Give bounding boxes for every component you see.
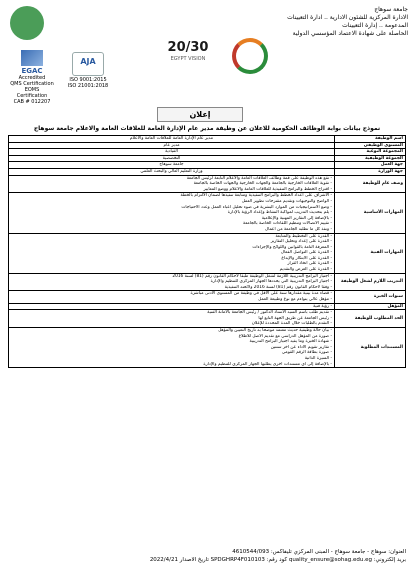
footer-address-line: العنوان: سوهاج - جامعة سوهاج - المبنى المركزي تليفاكس: 4610544/093 — [232, 549, 406, 555]
row-value-line: - بالإضافة إلى اي مستندات أخرى يطلبها الجهاز المركزي للتنظيم والإدارة — [203, 361, 332, 367]
table-row — [9, 162, 406, 169]
egac-label: EGAC — [21, 67, 43, 75]
row-value-line: - اجتياز البرامج التدريبية التي يحددها الجهاز المركزي للتنظيم والإدارة — [210, 279, 332, 285]
row-value-line: - رؤية فنية — [313, 303, 332, 309]
row-value-line: - القدرة على العرض والتقديم — [279, 267, 332, 273]
egac-subline: CAB # 012207 — [13, 99, 51, 105]
row-value-line: - التقدم بالطلبات خلال المدة المحددة للإعلان — [251, 321, 332, 327]
egac-subline: EOMS Certification — [16, 87, 48, 99]
row-value-line: - تقييم الاتصالات وتنظيم اللقاءات الخاصة بالجامعة — [243, 221, 332, 227]
row-label: المهارات الفنية — [335, 233, 406, 273]
row-value — [9, 303, 335, 310]
row-value-line: - اجتياز البرامج التدريبية اللازمة لشغل الوظيفة طبقاً لأحكام القانون رقم (81) لسنة 2016 — [172, 273, 332, 279]
row-label: المهارات الأساسية — [335, 193, 406, 233]
row-label: الحد المطلوب للوظيفة — [335, 310, 406, 328]
document-footer — [8, 548, 406, 564]
row-value — [9, 273, 335, 291]
row-value — [9, 149, 335, 156]
row-value-line: مدير عام الإدارة العامة للعلاقات العامة والاعلام — [129, 136, 214, 141]
vision-title: 20/30 — [167, 40, 209, 55]
row-value-line: - تقع هذه الوظيفة على قمة وظائف العلاقات العامة والاعلام التابعة لرئيس الجامعة — [186, 175, 332, 181]
row-label: وصف عام للوظيفة — [335, 175, 406, 193]
university-line: الحاصلة على شهادة الاعتماد المؤسسي الدولية — [292, 30, 408, 37]
row-label: الجموعة الوظيفية — [335, 155, 406, 162]
row-value-line: القيادية — [165, 149, 178, 155]
row-value-line: - ونفذ كل ما تطلبه الجامعة من اعمال — [265, 226, 332, 232]
row-value-line: - رئيس الجامعة عن طريق الجهة التابع لها — [258, 315, 332, 321]
document-title: نموذج بيانات بوابة الوظائف الحكومية للاعلان عن وظيفة مدير عام الإدارة العامة للعلاقات العامة والاعلام جامعة سوهاج — [33, 125, 381, 132]
egac-subline: QMS Certification — [10, 81, 54, 87]
row-value-line: - القدرة على التخطيط والمتابعة — [275, 233, 332, 239]
table-row — [9, 273, 406, 291]
row-value-line: - القدرة على إعداد وتحليل التقارير — [270, 239, 332, 245]
egypt-vision-logo — [158, 40, 218, 80]
row-value-line: - صورة من المؤهل الدراسي مع تقديم الأصل للاطلاع — [238, 333, 332, 339]
row-value-line: - المعرفة التامة بالقوانين واللوائح والإجراءات — [252, 244, 332, 250]
row-value — [9, 168, 335, 175]
row-value — [9, 136, 335, 143]
row-label: التدريب اللازم لشغل الوظيفة — [335, 273, 406, 291]
table-row — [9, 303, 406, 310]
row-value — [9, 291, 335, 303]
row-value-line: - مؤهل عالي يتواءم مع نوع وطبيعة العمل — [258, 297, 332, 303]
table-row — [9, 155, 406, 162]
row-value — [9, 142, 335, 149]
row-value-line: - بالإضافة إلى التقارير المهنية والإعلامية — [261, 215, 332, 221]
row-value-line: - القدرة على اتخاذ القرار — [287, 261, 332, 267]
aja-label: AJA — [80, 57, 96, 66]
table-row — [9, 193, 406, 233]
row-label: اسم الوظيفة — [335, 136, 406, 143]
table-row — [9, 328, 406, 368]
row-label: المستوى الوظيفي — [335, 142, 406, 149]
row-label: جهة العمل — [335, 162, 406, 169]
row-value-line: - السيرة الذاتية — [304, 355, 332, 361]
row-value-line: - تقديم طلب باسم السيد الأستاذ الدكتور / رئيس الجامعة بالأمانة الفنية — [207, 310, 332, 316]
row-value-line: - قضاء مدة بينية مقدارها سنة على الأقل في وظيفة من المستوى الأدنى مباشرة — [190, 291, 332, 297]
table-row — [9, 136, 406, 143]
table-row — [9, 142, 406, 149]
letterhead — [0, 0, 414, 105]
table-row — [9, 291, 406, 303]
table-row — [9, 168, 406, 175]
egac-subline: Accredited — [18, 75, 46, 81]
row-value — [9, 310, 335, 328]
row-value — [9, 328, 335, 368]
egac-cube-icon — [21, 50, 43, 66]
row-value-line: - صورة بطاقة الرقم القومي — [281, 350, 332, 356]
table-row — [9, 233, 406, 273]
row-value-line: وزارة التعليم العالي والبحث العلمي — [140, 168, 203, 174]
row-value-line: - يلم بتحديث التدريب لمواكبة النشاط وإعداد الرؤية بالإدارة — [227, 210, 332, 216]
table-row — [9, 310, 406, 328]
table-row — [9, 175, 406, 193]
row-label: المؤهل — [335, 303, 406, 310]
row-value-line: جامعة سوهاج — [159, 162, 184, 168]
row-value-line: - تقارير تقويم الأداء عن آخر سنتين — [270, 344, 332, 350]
job-details-table — [8, 135, 406, 368]
table-row — [9, 149, 406, 156]
iso-certifications — [66, 77, 110, 89]
row-value — [9, 162, 335, 169]
vision-subtitle: EGYPT VISION — [170, 56, 206, 62]
aja-badge — [72, 52, 104, 76]
row-value-line: - اقتراح الخطط والبرامج التنفيذية للعلاقات العامة والاعلام ووضع المعايير — [203, 186, 332, 192]
decorative-knot-logo — [232, 38, 268, 74]
row-label: المستندات المطلوبة — [335, 328, 406, 368]
row-label: سنوات الخبرة — [335, 291, 406, 303]
announcement-label: إعلان — [157, 107, 243, 122]
university-line: المدعومة .. إدارة التعيينات — [342, 22, 408, 29]
row-value-line: مدير عام — [163, 142, 180, 148]
row-value-line: - الاشراف على اعداد الخطط والبرامج التنفيذية ومتابعة تنفيذها لضمان الالتزام بالخطة — [180, 193, 332, 199]
row-value-line: - تقوية العلاقات الخارجية بالجامعة والجهات الخارجية والجهات الخاصة بالجامعة — [193, 181, 332, 187]
row-value-line: - القدرة على التواصل الفعال — [280, 250, 332, 256]
row-value-line: - بيان حالة وظيفية حديث معتمد موضحاً به تاريخ التعيين والمؤهل — [218, 328, 332, 333]
row-label: جهة الوزارة — [335, 168, 406, 175]
row-value-line: - القدرة على الابتكار والإبداع — [281, 255, 332, 261]
university-line: الادارة المركزية للشئون الادارية .. ادارة التعيينات — [287, 14, 408, 21]
row-value — [9, 193, 335, 233]
footer-contact-line: بريد إلكتروني: quality_ensure@sohag.edu.eg كود رقم: SPDGHRP4F010103 تاريخ الاصدار 2022/4/21 — [149, 557, 406, 563]
university-logo — [10, 6, 44, 40]
row-value-line: - شهادة الخبرة وما يفيد اجتياز البرامج التدريبية — [249, 339, 332, 345]
row-value-line: - وضع الاستراتيجيات من الموارد البشرية في ضوء تحليل أعباء العمل وعدد الاحتياجات — [181, 204, 332, 210]
row-value-line: - وفقاً لأحكام القانون رقم (81) لسنة 2016 ولائحته التنفيذية — [224, 284, 332, 290]
iso-line: ISO 9001:2015 — [69, 77, 107, 83]
row-value-line: - الواضح والتوجيهات وتقديم مقترحات تطوير العمل — [241, 198, 332, 204]
egac-accreditation-badge — [10, 50, 54, 105]
row-label: المجموعة النوعية — [335, 149, 406, 156]
university-line: جامعة سوهاج — [374, 6, 408, 13]
row-value — [9, 175, 335, 193]
row-value — [9, 233, 335, 273]
university-name-block — [258, 6, 408, 38]
row-value-line: التخصصية — [162, 155, 181, 161]
iso-line: ISO 21001:2018 — [67, 83, 109, 89]
row-value — [9, 155, 335, 162]
